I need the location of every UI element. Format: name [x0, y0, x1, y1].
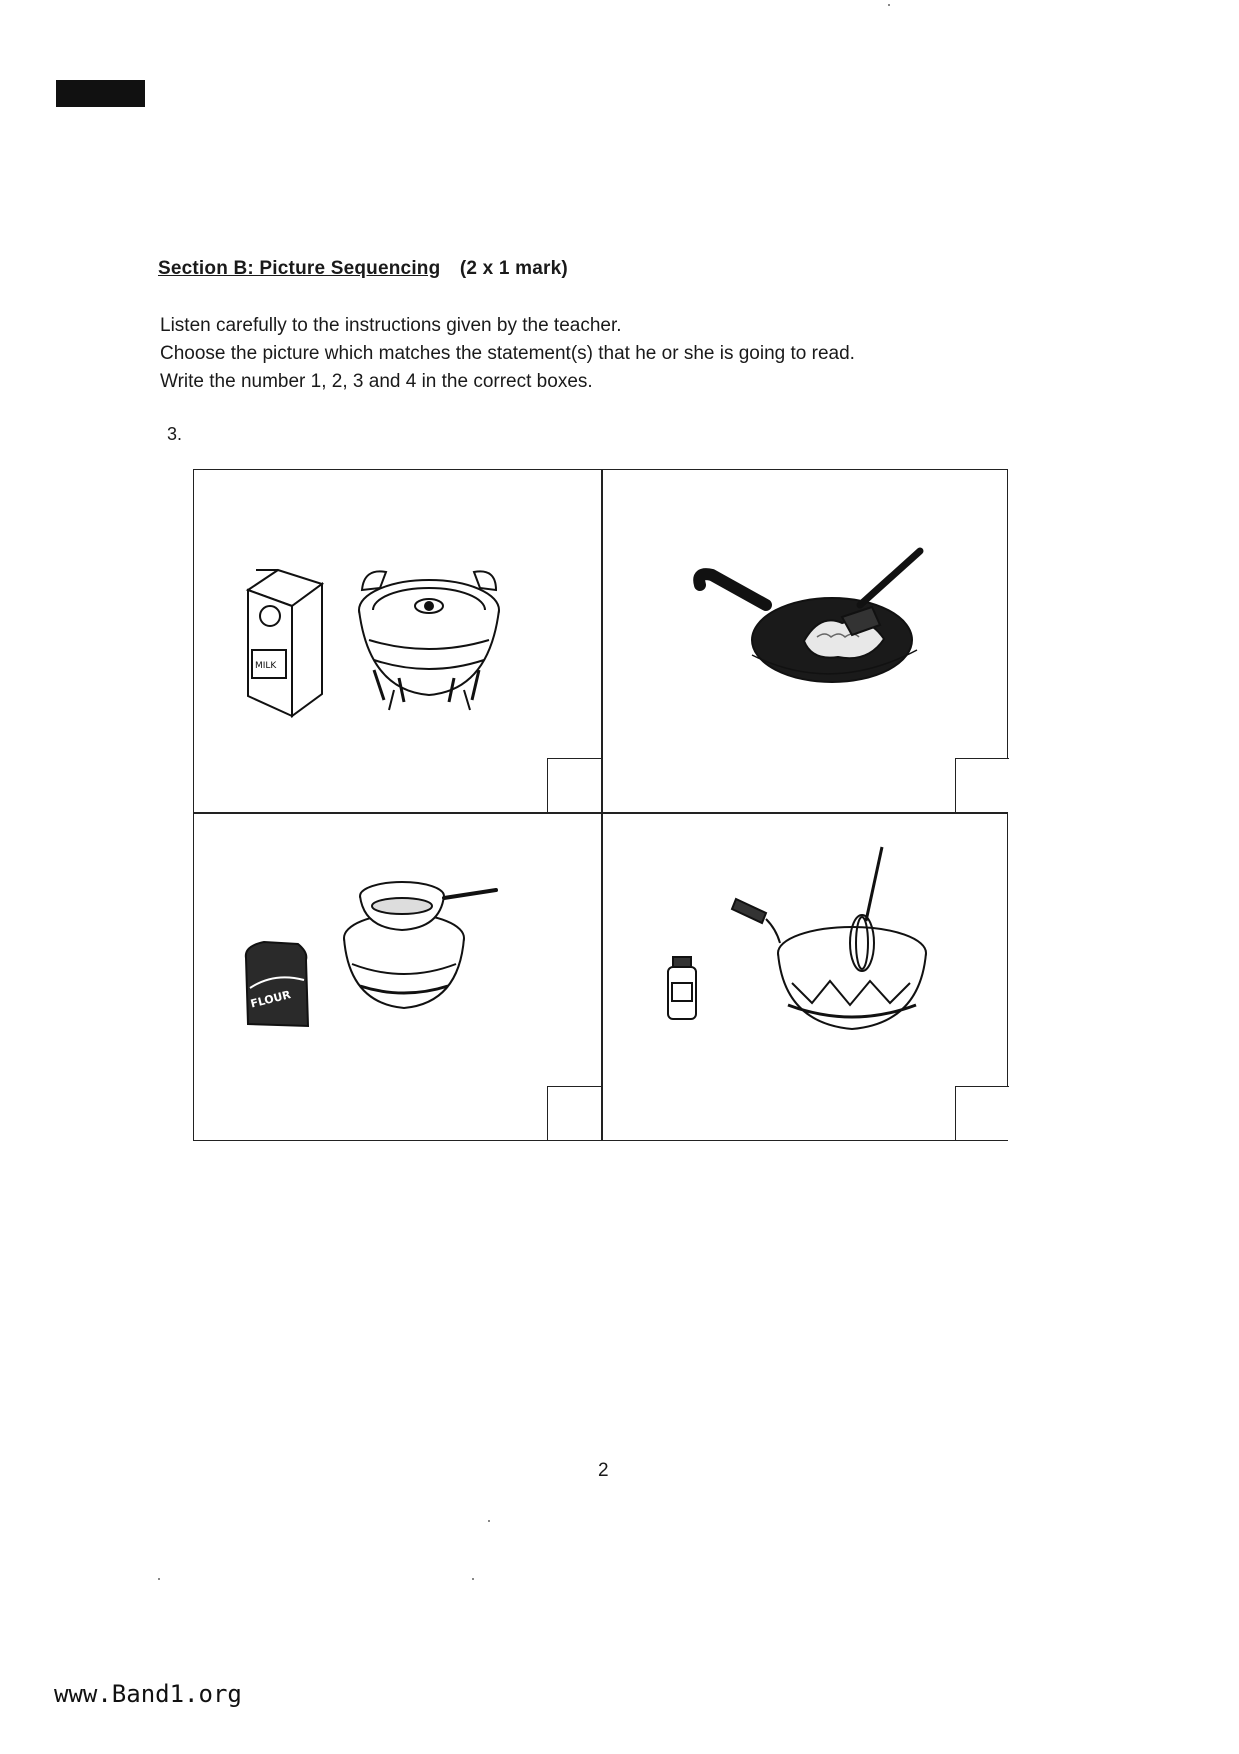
milk-carton-icon — [248, 570, 322, 716]
scan-speck — [158, 1578, 160, 1580]
flour-and-sieve-illustration — [234, 868, 524, 1038]
svg-text:FLOUR: FLOUR — [249, 988, 293, 1011]
picture-cell-milk-eggs — [194, 470, 601, 812]
section-title — [158, 258, 568, 280]
section-heading: Section B: Picture Sequencing — [158, 258, 441, 279]
answer-box-flour-sieve[interactable] — [547, 1086, 601, 1140]
instruction-line: Listen carefully to the instructions given by the teacher. — [160, 315, 622, 336]
milk-carton-and-bowl-illustration — [234, 550, 534, 760]
page-number: 2 — [598, 1460, 609, 1481]
instructions — [160, 312, 855, 396]
flour-bag-icon — [246, 942, 308, 1026]
answer-box-milk-eggs[interactable] — [547, 758, 601, 812]
question-number: 3. — [167, 424, 183, 444]
answer-box-frying-pan[interactable] — [955, 758, 1009, 812]
mixing-bowl-with-eggs-icon — [359, 571, 499, 710]
bowl-with-whisk-icon — [778, 847, 926, 1029]
frying-pan-icon — [699, 551, 920, 682]
section-marks: (2 x 1 mark) — [459, 258, 568, 279]
bowl-with-sieve-icon — [344, 882, 496, 1008]
answer-box-vanilla-whisk[interactable] — [955, 1086, 1009, 1140]
picture-cell-flour-sieve — [194, 813, 601, 1140]
scan-speck — [472, 1578, 474, 1580]
picture-grid — [193, 469, 1008, 1141]
picture-cell-frying-pan — [602, 470, 1009, 812]
svg-text:MILK: MILK — [255, 661, 277, 671]
watermark-url: www.Band1.org — [54, 1680, 242, 1708]
vanilla-bottle-icon — [668, 899, 780, 1019]
scan-speck — [888, 4, 890, 6]
redaction-block — [56, 80, 145, 107]
instruction-line: Choose the picture which matches the statement(s) that he or she is going to read. — [160, 343, 855, 364]
picture-cell-vanilla-whisk — [602, 813, 1009, 1140]
vanilla-and-whisk-illustration — [662, 843, 952, 1043]
scan-speck — [488, 1520, 490, 1522]
frying-pan-illustration — [692, 545, 942, 695]
instruction-line: Write the number 1, 2, 3 and 4 in the correct boxes. — [160, 371, 593, 392]
